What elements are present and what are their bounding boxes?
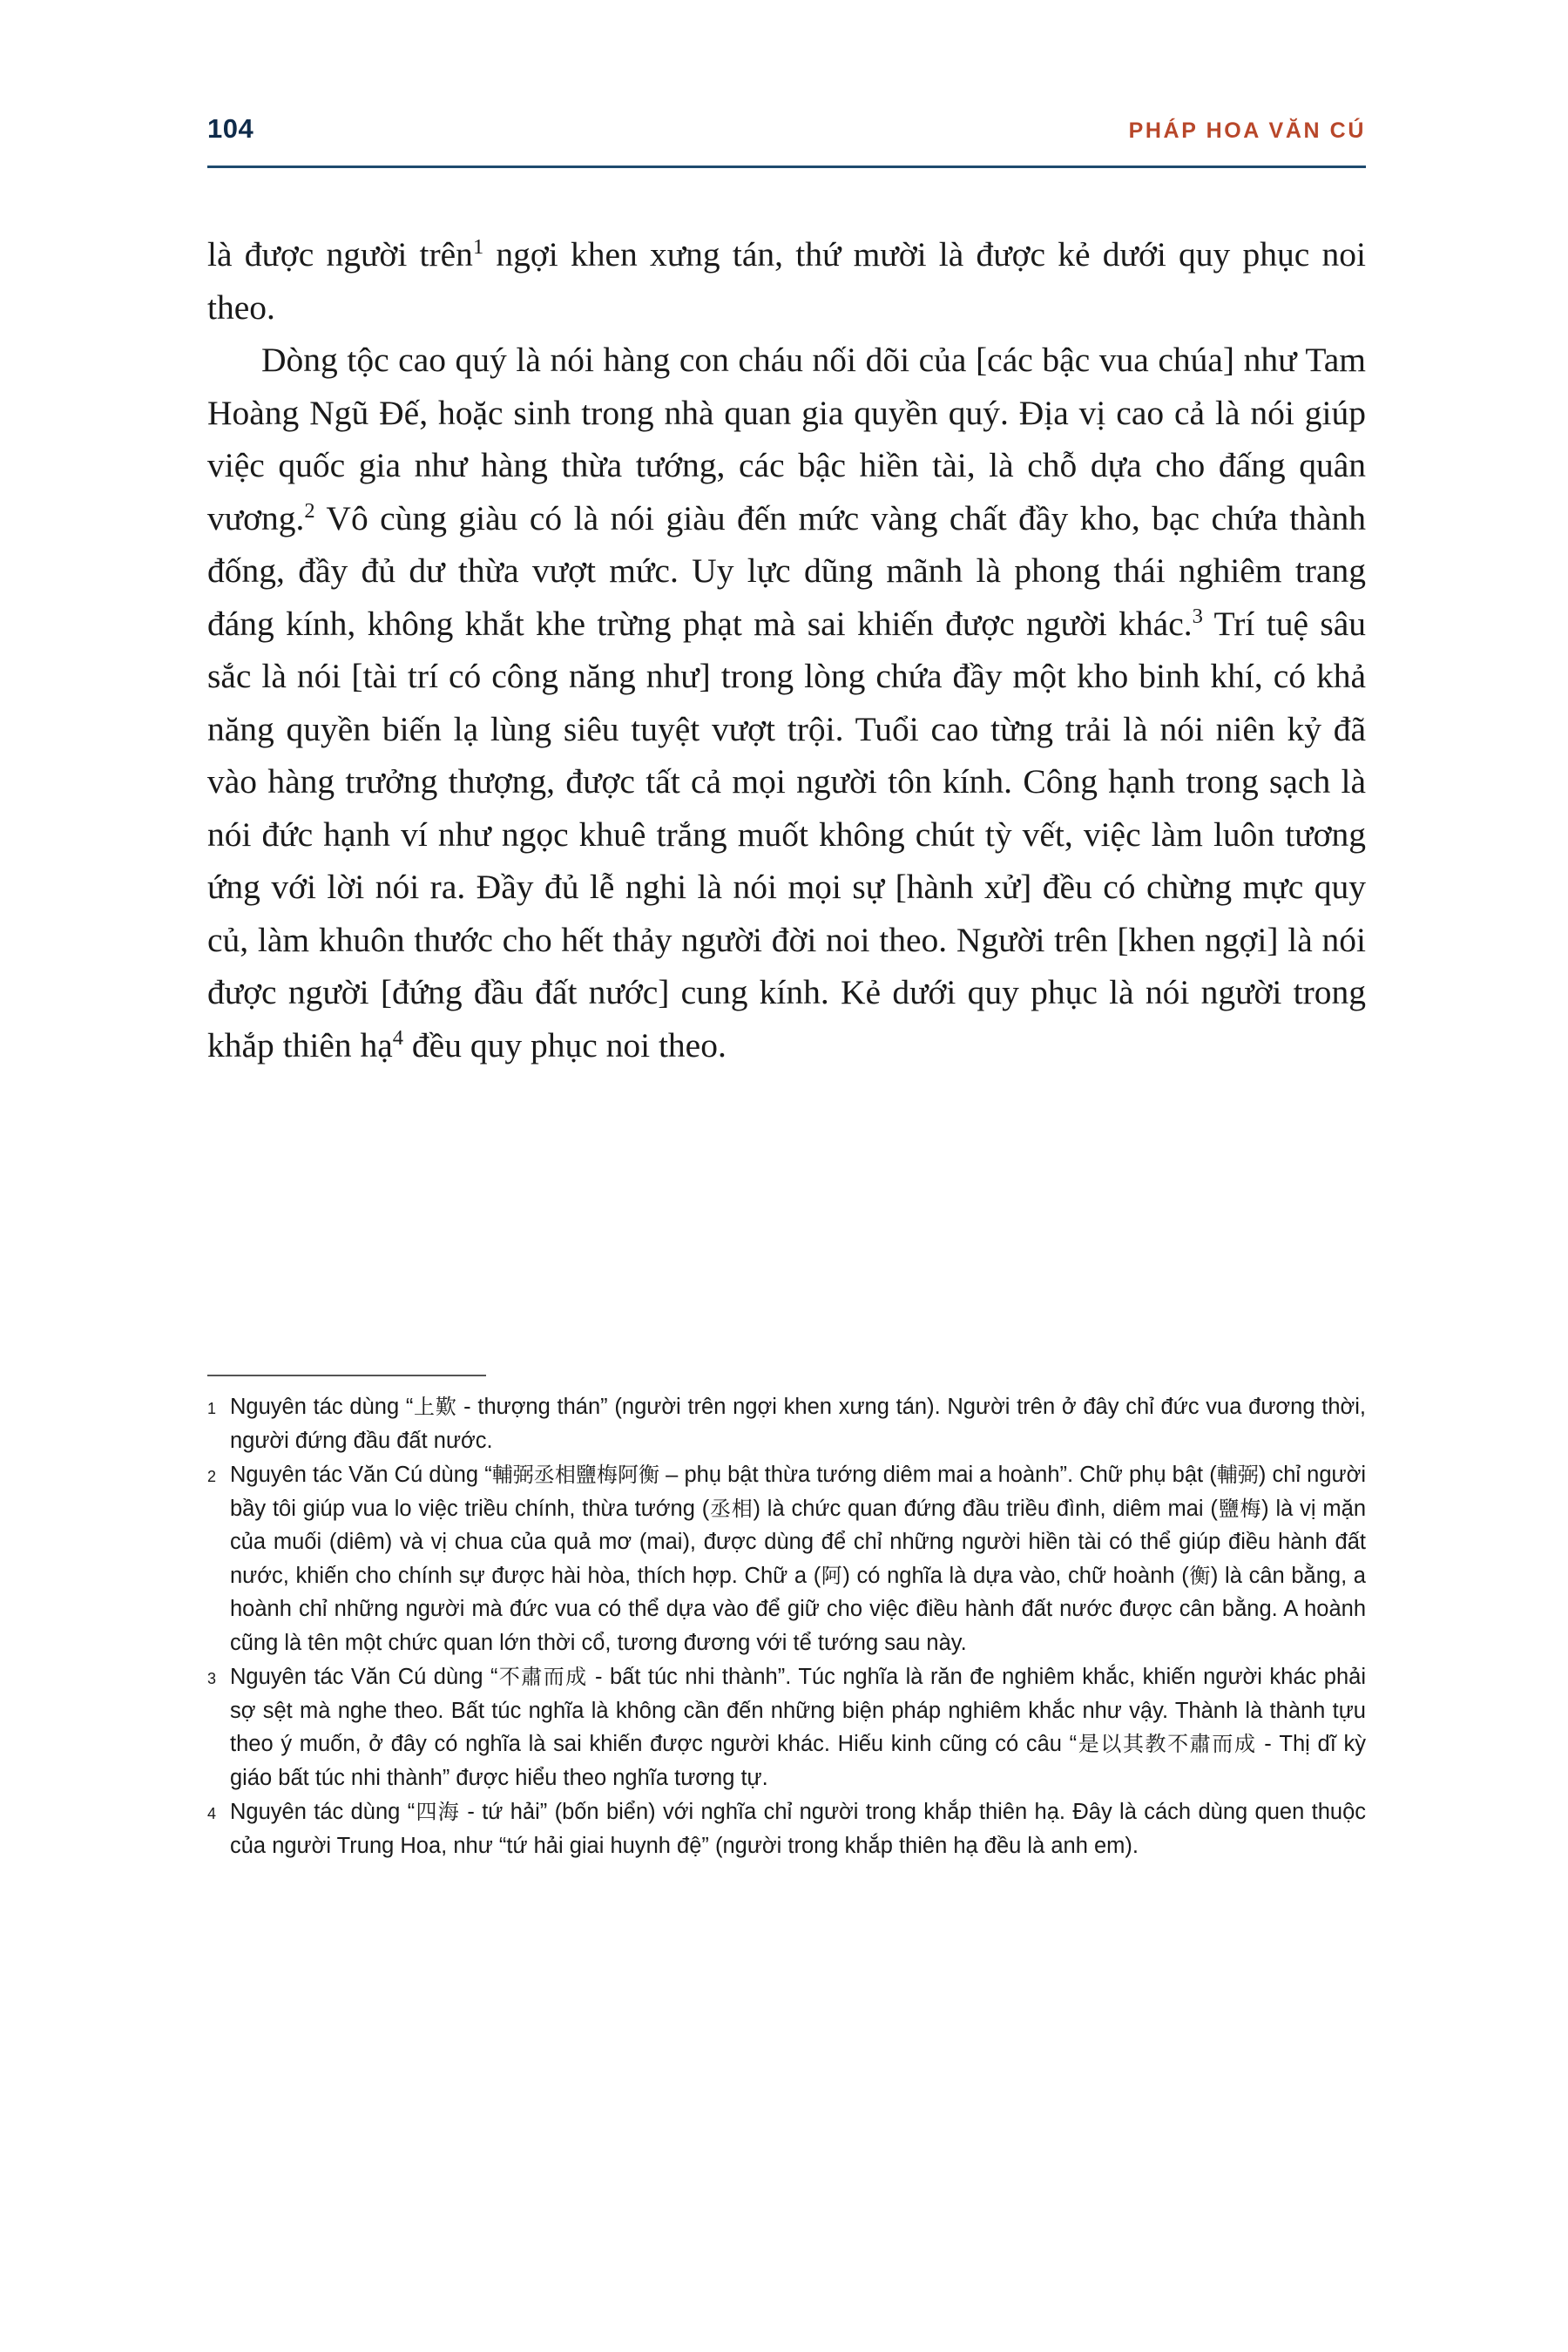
- footnote-text: Nguyên tác dùng “上歎 - thượng thán” (người trên ngợi khen xưng tán). Người trên ở đây chỉ đức vua đương thời, người đứng đầu đất nước.: [230, 1395, 1366, 1453]
- footnote-marker: 3: [207, 1670, 217, 1687]
- running-title: PHÁP HOA VĂN CÚ: [1128, 118, 1366, 143]
- footnote-item: [207, 1390, 1366, 1457]
- footnote-text: Nguyên tác Văn Cú dùng “不肅而成 - bất túc nhi thành”. Túc nghĩa là răn đe nghiêm khắc, khiến người khác phải sợ sệt mà nghe theo. Bất túc nghĩa là không cần đến những biện pháp nghiêm khắc như vậy. Thành là thành tựu theo ý muốn, ở đây có nghĩa là sai khiến được người khác. Hiếu kinh cũng có câu “是以其教不肅而成 - Thị dĩ kỳ giáo bất túc nhi thành” được hiểu theo nghĩa tương tự.: [230, 1665, 1366, 1790]
- footnote-separator: [207, 1375, 486, 1376]
- page-number: 104: [207, 113, 254, 144]
- footnote-marker: 1: [207, 1400, 217, 1417]
- footnote-marker: 2: [207, 1468, 217, 1485]
- footnote-marker: 4: [207, 1805, 217, 1822]
- body-text: [207, 228, 1366, 1071]
- footnote-list: [207, 1390, 1366, 1863]
- paragraph-2: Dòng tộc cao quý là nói hàng con cháu nối dõi của [các bậc vua chúa] như Tam Hoàng Ngũ Đế, hoặc sinh trong nhà quan gia quyền quý. Địa vị cao cả là nói giúp việc quốc gia như hàng thừa tướng, các bậc hiền tài, là chỗ dựa cho đấng quân vương.$^2$ Vô cùng giàu có là nói giàu đến mức vàng chất đầy kho, bạc chứa thành đống, đầy đủ dư thừa vượt mức. Uy lực dũng mãnh là phong thái nghiêm trang đáng kính, không khắt khe trừng phạt mà sai khiến được người khác.$^3$ Trí tuệ sâu sắc là nói [tài trí có công năng như] trong lòng chứa đầy một kho binh khí, có khả năng quyền biến lạ lùng siêu tuyệt vượt trội. Tuổi cao từng trải là nói niên kỷ đã vào hàng trưởng thượng, được tất cả mọi người tôn kính. Công hạnh trong sạch là nói đức hạnh ví như ngọc khuê trắng muốt không chút tỳ vết, việc làm luôn tương ứng với lời nói ra. Đầy đủ lễ nghi là nói mọi sự [hành xử] đều có chừng mực quy củ, làm khuôn thước cho hết thảy người đời noi theo. Người trên [khen ngợi] là nói được người [đứng đầu đất nước] cung kính. Kẻ dưới quy phục là nói người trong khắp thiên hạ$^4$ đều quy phục noi theo.: [207, 341, 1366, 1064]
- running-head: [207, 113, 1366, 145]
- footnote-item: [207, 1795, 1366, 1862]
- paragraph-1: là được người trên$^1$ ngợi khen xưng tán, thứ mười là được kẻ dưới quy phục noi theo.: [207, 234, 1366, 327]
- footnote-text: Nguyên tác dùng “四海 - tứ hải” (bốn biển) với nghĩa chỉ người trong khắp thiên hạ. Đây là cách dùng quen thuộc của người Trung Hoa, như “tứ hải giai huynh đệ” (người trong khắp thiên hạ đều là anh em).: [230, 1800, 1366, 1858]
- footnote-item: [207, 1458, 1366, 1659]
- header-rule: [207, 166, 1366, 168]
- footnote-text: Nguyên tác Văn Cú dùng “輔弼丞相鹽梅阿衡 – phụ bật thừa tướng diêm mai a hoành”. Chữ phụ bật (輔弼) chỉ người bầy tôi giúp vua lo việc triều chính, thừa tướng (丞相) là chức quan đứng đầu triều đình, diêm mai (鹽梅) là vị mặn của muối (diêm) và vị chua của quả mơ (mai), được dùng để chỉ những người hiền tài có thể giúp điều hành đất nước, khiến cho chính sự được hài hòa, thích hợp. Chữ a (阿) có nghĩa là dựa vào, chữ hoành (衡) là cân bằng, a hoành chỉ những người mà đức vua có thể dựa vào để giữ cho việc điều hành đất nước được cân bằng. A hoành cũng là tên một chức quan lớn thời cổ, tương đương với tể tướng sau này.: [230, 1463, 1367, 1655]
- footnote-item: [207, 1660, 1366, 1794]
